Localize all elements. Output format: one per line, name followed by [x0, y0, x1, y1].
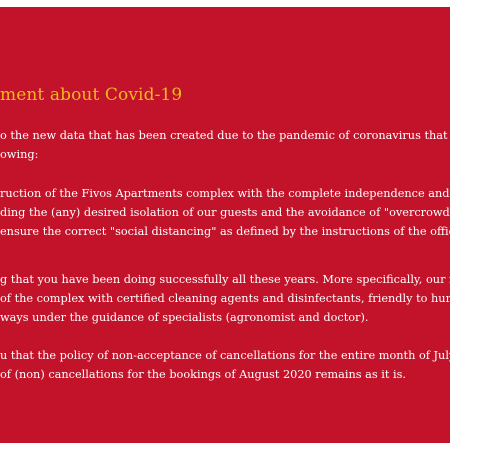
announcement-line-1: o the new data that has been created due to the pandemic of coronavirus that more o [0, 129, 492, 142]
announcement-line-10: of (non) cancellations for the bookings of August 2020 remains as it is. [0, 368, 406, 381]
announcement-line-4: ding the (any) desired isolation of our guests and the avoidance of "overcrowding" with [0, 206, 502, 219]
announcement-line-3: ruction of the Fivos Apartments complex with the complete independence and auton [0, 187, 486, 200]
covid-announcement-panel [0, 7, 502, 443]
announcement-line-6: g that you have been doing successfully all these years. More specifically, our regular p [0, 273, 502, 286]
announcement-line-5: ensure the correct "social distancing" as defined by the instructions of the official heal [0, 225, 497, 238]
announcement-line-8: ways under the guidance of specialists (agronomist and doctor). [0, 311, 369, 324]
announcement-line-2: owing: [0, 148, 39, 161]
announcement-title: ment about Covid-19 [0, 85, 183, 105]
announcement-line-9: u that the policy of non-acceptance of cancellations for the entire month of July 2020 [0, 349, 488, 362]
announcement-line-7: of the complex with certified cleaning agents and disinfectants, friendly to humans a [0, 292, 487, 305]
